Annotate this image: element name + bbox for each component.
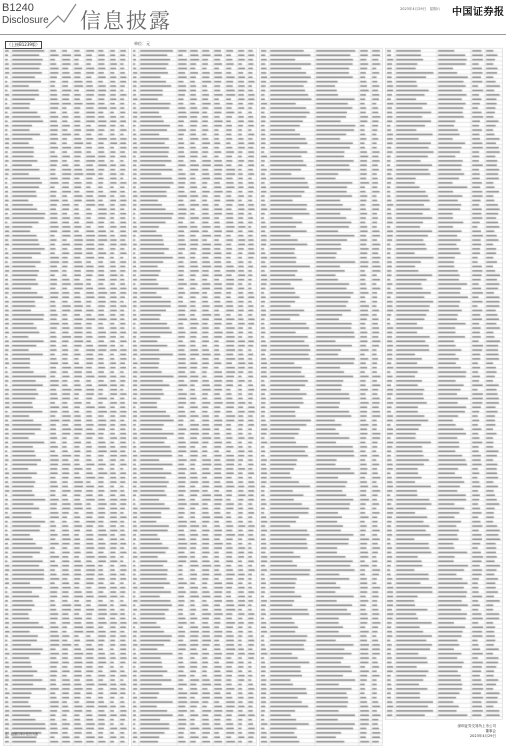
signature-date: 2023年4月29日 (469, 734, 496, 738)
column-1-table (3, 40, 129, 746)
signature-block (388, 724, 496, 739)
column-4-table (385, 40, 503, 720)
column-3-table (259, 40, 383, 746)
column-1-note: 注：数据以审计报告为准 (5, 732, 39, 736)
page-header (0, 0, 506, 34)
continued-label: （上接B1239版） (7, 42, 40, 47)
unit-label: 单位：元 (134, 41, 150, 46)
table-lines-graphic (385, 40, 503, 720)
table-lines-graphic (259, 40, 383, 746)
table-lines-graphic (131, 40, 257, 746)
header-divider (0, 34, 506, 35)
signature-company: 深圳证券交易所上市公司 (457, 724, 496, 728)
section-title: 信息披露 (80, 9, 172, 33)
date-line: 2023年4月29日 星期六 (400, 7, 441, 11)
signature-role: 董事会 (485, 729, 496, 733)
section-english: Disclosure (2, 15, 49, 26)
swoosh-icon (44, 2, 78, 30)
table-lines-graphic (3, 40, 129, 746)
column-2-table (131, 40, 257, 746)
newspaper-masthead: 中国证券报 (452, 7, 505, 18)
page-number: B1240 (2, 2, 34, 14)
